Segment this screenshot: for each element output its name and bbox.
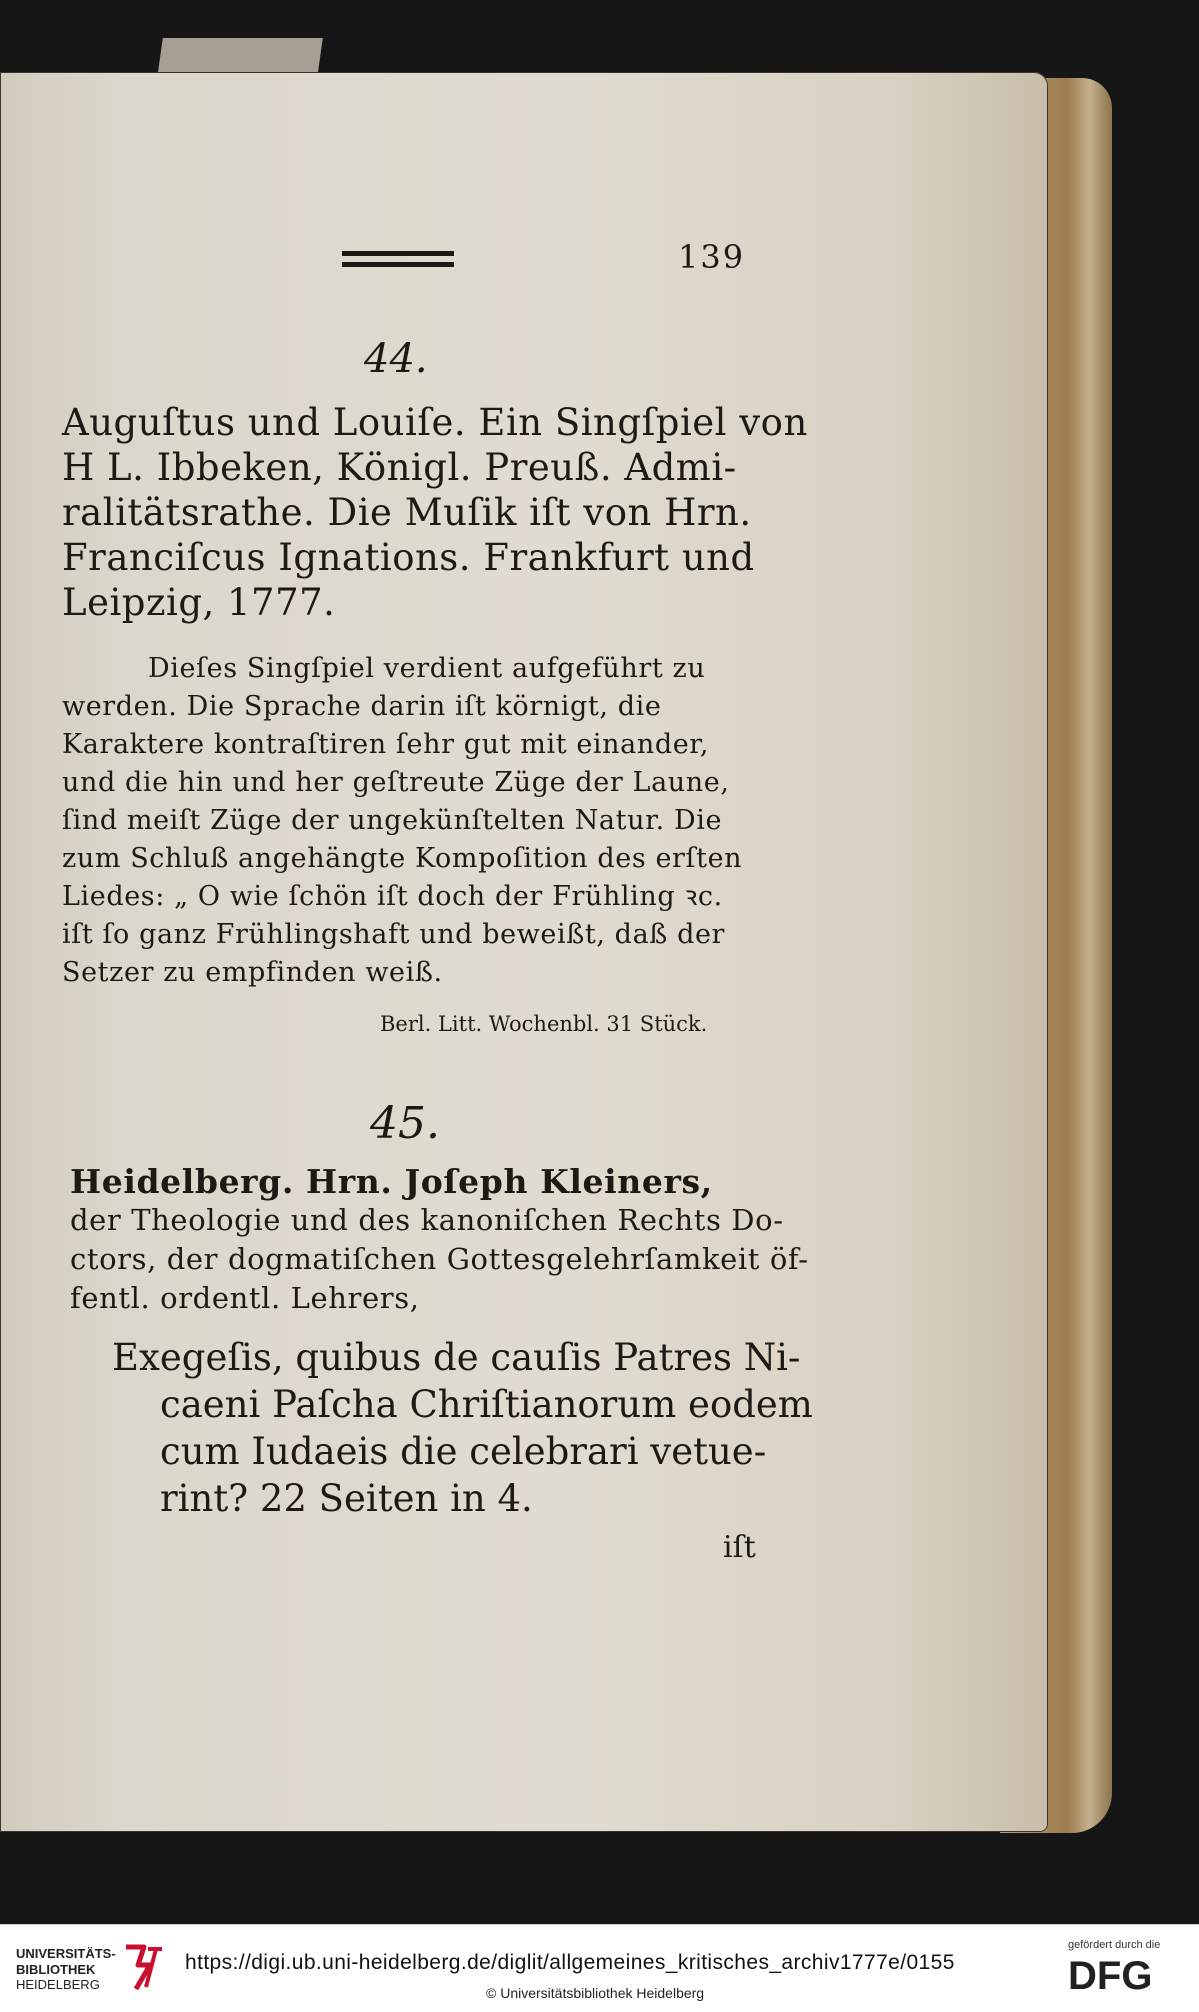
dfg-logo-text: DFG: [1068, 1955, 1153, 1995]
viewer-footer: [0, 1924, 1199, 2012]
heading-line: der Theologie und des kanoniſchen Rechts Do-: [70, 1203, 784, 1237]
page-url-link[interactable]: https://digi.ub.uni-heidelberg.de/diglit/allgemeines_kritisches_archiv1777e/0155: [185, 1951, 955, 1974]
library-name-line: HEIDELBERG: [16, 1977, 100, 1992]
entry-number: 44.: [364, 336, 428, 382]
heading-line: ralitätsrathe. Die Muſik iſt von Hrn.: [62, 491, 752, 534]
library-name-line: BIBLIOTHEK: [16, 1962, 96, 1977]
source-citation: Berl. Litt. Wochenbl. 31 Stück.: [380, 1012, 708, 1036]
library-logo-icon: [120, 1943, 166, 1993]
latin-line: caeni Paſcha Chriſtianorum eodem: [160, 1383, 813, 1426]
latin-line: rint? 22 Seiten in 4.: [160, 1477, 533, 1520]
body-line: Karaktere kontraſtiren ſehr gut mit einander,: [62, 729, 710, 760]
latin-line: Exegeſis, quibus de cauſis Patres Ni-: [112, 1336, 801, 1379]
body-line: iſt ſo ganz Frühlingshaft und beweißt, daß der: [62, 919, 726, 950]
entry-heading: [70, 1162, 809, 1318]
heading-line: Auguſtus und Louiſe. Ein Singſpiel von: [62, 401, 808, 444]
entry-body: [62, 650, 742, 992]
entry-heading: [62, 400, 808, 625]
entry-number: 45.: [370, 1098, 440, 1149]
body-line: Dieſes Singſpiel verdient aufgeführt zu: [148, 653, 706, 684]
body-line: und die hin und her geſtreute Züge der Laune,: [62, 767, 730, 798]
heading-line: H L. Ibbeken, Königl. Preuß. Admi-: [62, 446, 737, 489]
body-line: werden. Die Sprache darin iſt körnigt, die: [62, 691, 662, 722]
copyright-text: © Universitätsbibliothek Heidelberg: [486, 1985, 705, 2001]
heading-line: Heidelberg. Hrn. Joſeph Kleiners,: [70, 1162, 713, 1201]
heading-line: Leipzig, 1777.: [62, 581, 336, 624]
library-name-line: UNIVERSITÄTS-: [16, 1946, 116, 1961]
body-line: ſind meiſt Züge der ungekünſtelten Natur. Die: [62, 805, 723, 836]
header-rule: [342, 262, 454, 267]
body-line: zum Schluß angehängte Kompoſition des erſten: [62, 843, 743, 874]
heading-line: fentl. ordentl. Lehrers,: [70, 1281, 420, 1315]
dfg-logo: [1068, 1955, 1182, 1995]
heading-line: ctors, der dogmatiſchen Gottesgelehrſamkeit öf-: [70, 1242, 809, 1276]
catchword: iſt: [723, 1530, 756, 1565]
latin-title: [112, 1334, 813, 1522]
body-line: Liedes: „ O wie ſchön iſt doch der Frühling ꝛc.: [62, 881, 723, 912]
latin-line: cum Iudaeis die celebrari vetue-: [160, 1430, 767, 1473]
page-number: 139: [678, 238, 746, 276]
body-line: Setzer zu empfinden weiß.: [62, 957, 443, 988]
header-rule: [342, 251, 454, 256]
heading-line: Franciſcus Ignations. Frankfurt und: [62, 536, 755, 579]
funding-label: gefördert durch die: [1068, 1939, 1161, 1951]
